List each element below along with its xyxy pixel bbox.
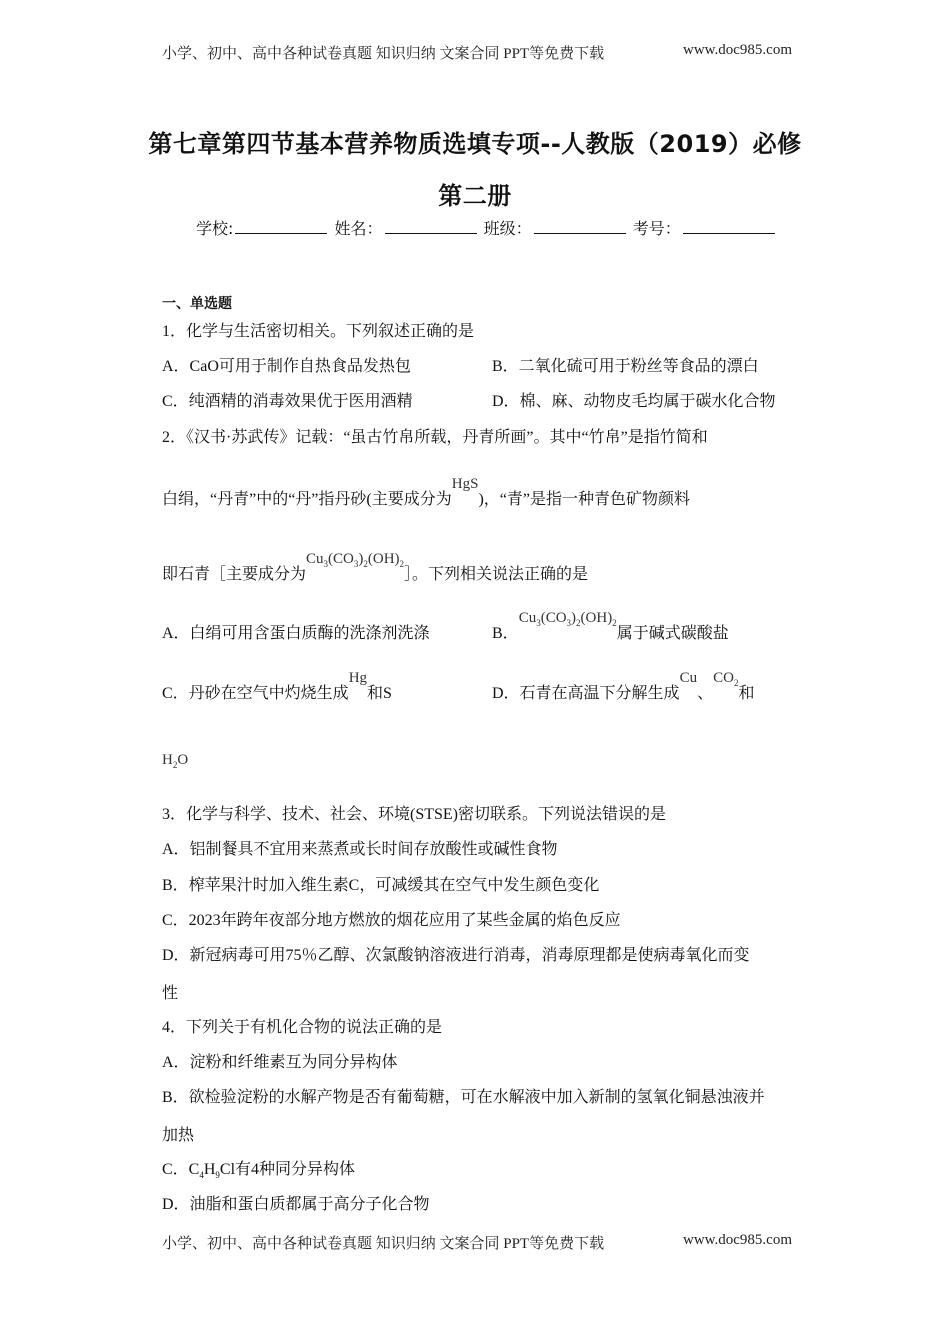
q3-option-c: C．2023年跨年夜部分地方燃放的烟花应用了某些金属的焰色反应 [162, 912, 621, 929]
q1-option-a: A．CaO可用于制作自热食品发热包 [162, 358, 411, 375]
q4-option-d: D．油脂和蛋白质都属于高分子化合物 [162, 1196, 430, 1213]
q1-option-b: B．二氧化硫可用于粉丝等食品的漂白 [492, 358, 759, 375]
q2-option-a: A．白绢可用含蛋白质酶的洗涤剂洗涤 [162, 625, 430, 642]
exam-no-label: 考号： [632, 219, 681, 238]
q3-option-d: D．新冠病毒可用75％乙醇、次氯酸钠溶液进行消毒，消毒原理都是使病毒氧化而变 [162, 947, 750, 964]
section-heading: 一、单选题 [162, 296, 232, 312]
page-header [162, 42, 792, 63]
footer-url[interactable]: www.doc985.com [682, 1232, 792, 1248]
school-label: 学校: [196, 219, 234, 238]
class-label: 班级： [483, 219, 532, 238]
q2-option-d: D．石青在高温下分解生成Cu、$CO_2$和 [492, 670, 755, 702]
formula-h2o: $H_2O$ [162, 752, 189, 770]
formula-hgs: HgS [451, 476, 479, 492]
class-blank[interactable] [534, 219, 626, 234]
q4-stem: 4．下列关于有机化合物的说法正确的是 [162, 1019, 443, 1036]
q2-stem-text: 白绢，“丹青”中的“丹”指丹砂(主要成分为 [162, 491, 452, 508]
q4-option-b-cont: 加热 [162, 1127, 195, 1144]
header-text: 小学、初中、高中各种试卷真题 知识归纳 文案合同 PPT等免费下载 [162, 46, 605, 62]
formula-co2: $CO_2$ [713, 670, 739, 688]
q4-option-b: B．欲检验淀粉的水解产物是否有葡萄糖，可在水解液中加入新制的氢氧化铜悬浊液并 [162, 1089, 765, 1106]
q2-stem-text: ］。下列相关说法正确的是 [404, 566, 589, 583]
q3-stem: 3．化学与科学、技术、社会、环境(STSE)密切联系。下列说法错误的是 [162, 806, 667, 823]
formula-malachite: $Cu_3(CO_3)_2(OH)_2$ [518, 610, 617, 628]
q2-stem-line1: 2．《汉书·苏武传》记载：“虽古竹帛所载，丹青所画”。其中“竹帛”是指竹简和 [162, 429, 708, 446]
document-title-line2: 第二册 [438, 182, 512, 210]
footer-text: 小学、初中、高中各种试卷真题 知识归纳 文案合同 PPT等免费下载 [162, 1236, 605, 1252]
q2-stem-line2 [162, 476, 690, 509]
school-blank[interactable] [235, 219, 327, 234]
page-footer [162, 1232, 792, 1253]
student-info-fields [196, 216, 777, 239]
q2-option-c: C．丹砂在空气中灼烧生成Hg和S [162, 670, 392, 702]
q1-option-c: C．纯酒精的消毒效果优于医用酒精 [162, 393, 413, 410]
name-blank[interactable] [385, 219, 477, 234]
exam-no-blank[interactable] [683, 219, 775, 234]
q4-option-a: A．淀粉和纤维素互为同分异构体 [162, 1054, 398, 1071]
q1-option-d: D．棉、麻、动物皮毛均属于碳水化合物 [492, 393, 776, 410]
header-url[interactable]: www.doc985.com [682, 42, 792, 58]
q1-stem: 1．化学与生活密切相关。下列叙述正确的是 [162, 323, 475, 340]
q4-option-c: C．$C_4H_9Cl$有4种同分异构体 [162, 1161, 356, 1181]
formula-hg: Hg [348, 670, 368, 686]
q2-stem-text: 即石青［主要成分为 [162, 566, 307, 583]
q2-option-b: B．$Cu_3(CO_3)_2(OH)_2$属于碱式碳酸盐 [492, 610, 729, 642]
q3-option-d-cont: 性 [162, 985, 179, 1002]
q2-stem-line3 [162, 551, 589, 585]
q3-option-b: B．榨苹果汁时加入维生素C，可减缓其在空气中发生颜色变化 [162, 877, 600, 894]
q3-option-a: A．铝制餐具不宜用来蒸煮或长时间存放酸性或碱性食物 [162, 841, 558, 858]
document-title: 第七章第四节基本营养物质选填专项--人教版（2019）必修 [148, 130, 802, 158]
formula-cu: Cu [679, 670, 698, 686]
q2-stem-text: )，“青”是指一种青色矿物颜料 [478, 491, 690, 508]
formula-malachite: $Cu_3(CO_3)_2(OH)_2$ [306, 551, 405, 569]
name-label: 姓名： [334, 219, 383, 238]
